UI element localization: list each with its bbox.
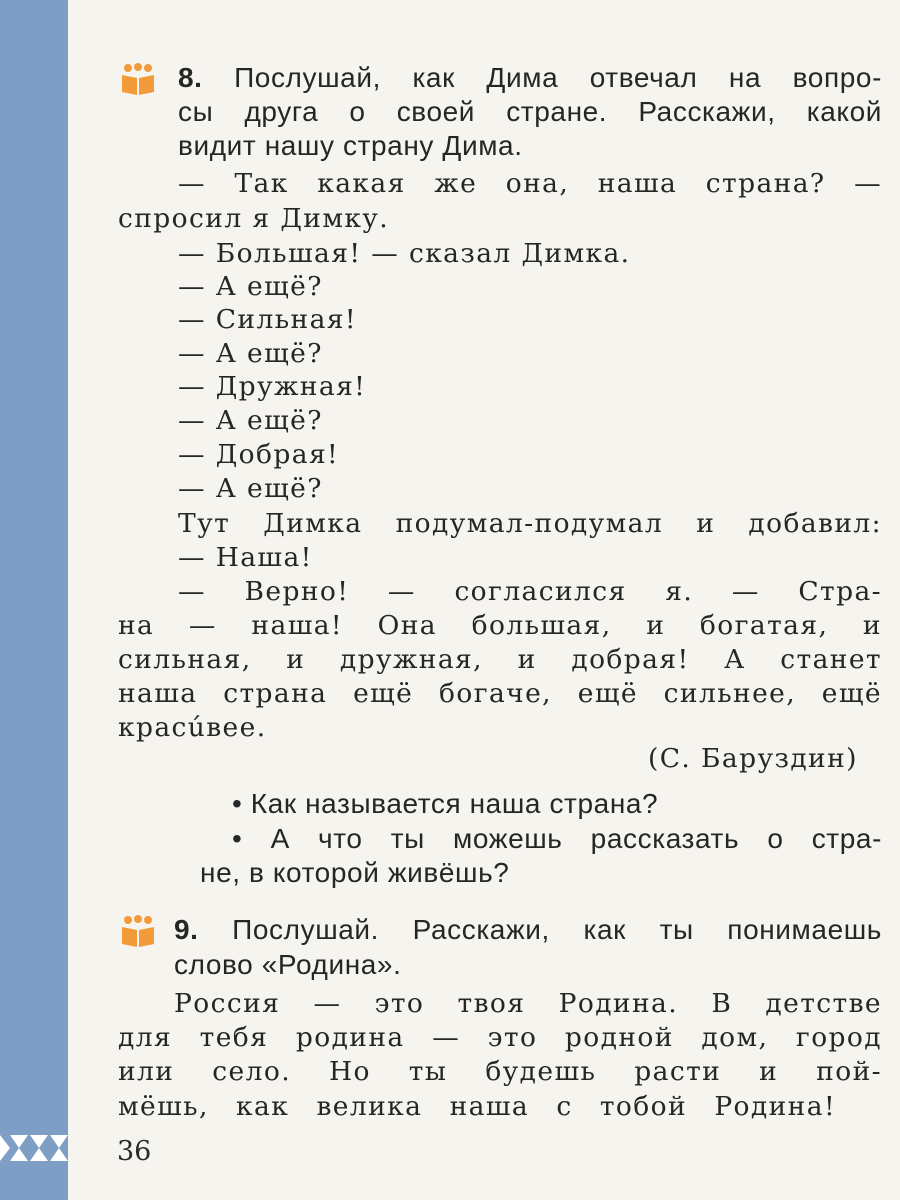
- task9-number: 9.: [174, 914, 199, 945]
- reading-book-icon: [118, 62, 158, 96]
- story-line-14: на — наша! Она большая, и богатая, и: [118, 610, 882, 641]
- question-2-line1: • А что ты можешь рассказать о стра-: [232, 823, 882, 854]
- story-line-6: — А ещё?: [178, 338, 323, 369]
- story-line-1: — Так какая же она, наша страна? —: [178, 168, 882, 199]
- story-line-7: — Дружная!: [178, 371, 367, 402]
- story-line-17: красúвее.: [118, 712, 267, 743]
- text9-line-3: или село. Но ты будешь расти и пой-: [118, 1056, 882, 1087]
- story-line-15: сильная, и дружная, и добрая! А станет: [118, 644, 882, 675]
- question-2-line2: не, в которой живёшь?: [200, 857, 510, 888]
- text9-line-1: Россия — это твоя Родина. В детстве: [174, 988, 882, 1019]
- task9-line2: слово «Родина».: [174, 949, 402, 980]
- story-line-9: — Добрая!: [178, 439, 340, 470]
- story-line-2: спросил я Димку.: [118, 203, 390, 234]
- story-line-16: наша страна ещё богаче, ещё сильнее, ещё: [118, 678, 882, 709]
- task8-line2: сы друга о своей стране. Расскажи, какой: [178, 96, 882, 127]
- question-1: • Как называется наша страна?: [232, 788, 659, 819]
- story-line-10: — А ещё?: [178, 473, 323, 504]
- story-line-3: — Большая! — сказал Димка.: [178, 238, 631, 269]
- task8-number: 8.: [178, 62, 203, 93]
- task8-line3: видит нашу страну Дима.: [178, 130, 523, 161]
- text9-line-2: для тебя родина — это родной дом, город: [118, 1022, 882, 1053]
- left-margin-strip: [0, 0, 68, 1200]
- text9-line-4: мёшь, как велика наша с тобой Родина!: [118, 1091, 836, 1122]
- task8-line1: 8. Послушай, как Дима отвечал на вопро-: [178, 62, 882, 93]
- story-line-5: — Сильная!: [178, 304, 357, 335]
- story-author: (С. Баруздин): [648, 743, 858, 774]
- story-line-4: — А ещё?: [178, 271, 323, 302]
- reading-book-icon: [118, 914, 158, 948]
- zigzag-ornament-icon: [0, 1135, 68, 1161]
- story-line-12: — Наша!: [178, 542, 313, 573]
- story-line-13: — Верно! — согласился я. — Стра-: [178, 576, 882, 607]
- task9-line1: 9. Послушай. Расскажи, как ты понимаешь: [174, 914, 882, 945]
- story-line-11: Тут Димка подумал-подумал и добавил:: [178, 508, 882, 539]
- page-number: 36: [117, 1136, 152, 1167]
- story-line-8: — А ещё?: [178, 405, 323, 436]
